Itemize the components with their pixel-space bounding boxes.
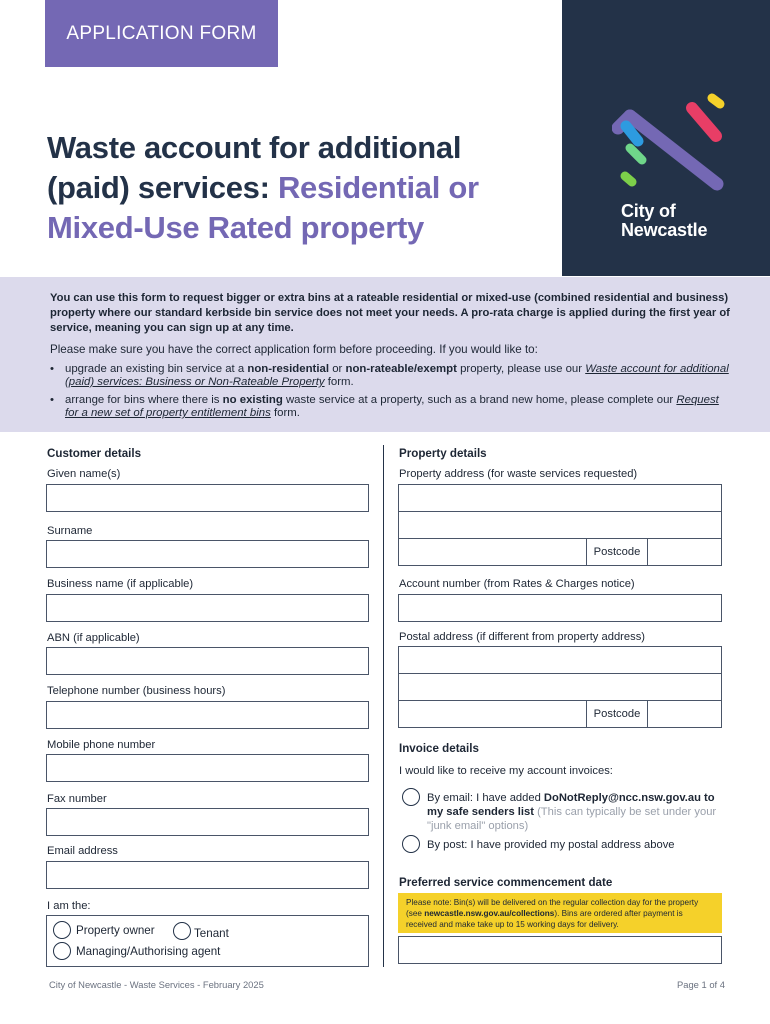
tenant-option[interactable] [173,921,229,940]
invoice-email-option[interactable] [402,791,732,833]
invoice-email-text: By email: I have added DoNotReply@ncc.nsw.gov.au to my safe senders list (This can typically be set under your "junk email" options) [427,792,717,832]
postcode-label: Postcode [586,538,648,566]
property-address-line-2[interactable] [398,511,722,539]
delivery-note: Please note: Bin(s) will be delivered on the regular collection day for the property (see newcastle.nsw.gov.au/collections). Bins are ordered after payment is received and make take up to 15 working days for delivery. [398,893,722,933]
agent-option[interactable] [53,942,220,960]
footer-left: City of Newcastle - Waste Services - February 2025 [49,979,264,990]
postal-postcode-label: Postcode [586,700,648,728]
abn-input[interactable] [46,647,369,675]
intro-note: Please make sure you have the correct application form before proceeding. If you would like to: [50,343,538,356]
invoice-email-radio[interactable] [402,788,420,806]
tenant-radio[interactable] [173,922,191,940]
postcode-input[interactable] [647,538,722,566]
invoice-details-heading: Invoice details [399,742,479,755]
telephone-label: Telephone number (business hours) [47,685,226,697]
invoice-prompt: I would like to receive my account invoices: [399,765,613,777]
page-title [47,128,547,248]
page-number: Page 1 of 4 [677,979,725,990]
city-of-newcastle-logo-icon [612,86,732,196]
intro-panel [0,277,770,432]
logo-panel [562,0,770,276]
surname-label: Surname [47,525,93,537]
agent-radio[interactable] [53,942,71,960]
email-label: Email address [47,845,118,857]
property-details-heading: Property details [399,447,487,460]
invoice-post-text: By post: I have provided my postal address above [427,839,675,851]
abn-label: ABN (if applicable) [47,632,140,644]
email-input[interactable] [46,861,369,889]
postal-address-label: Postal address (if different from property address) [399,631,646,643]
logo-line-2: Newcastle [621,220,708,240]
customer-details-heading: Customer details [47,447,142,460]
account-number-label: Account number (from Rates & Charges notice) [399,578,635,590]
commencement-heading: Preferred service commencement date [399,876,613,889]
given-name-input[interactable] [46,484,369,512]
given-name-label: Given name(s) [47,468,121,480]
tenant-label: Tenant [194,927,229,940]
mobile-label: Mobile phone number [47,739,156,751]
mobile-input[interactable] [46,754,369,782]
logo-line-1: City of [621,201,676,221]
business-name-input[interactable] [46,594,369,622]
agent-label: Managing/Authorising agent [76,944,221,958]
fax-input[interactable] [46,808,369,836]
intro-bullet-2: • arrange for bins where there is no existing waste service at a property, such as a brand new home, please complete our Request for a new set of property entitlement bins form. [50,394,730,420]
property-address-line-3[interactable] [398,538,587,566]
column-divider [383,445,384,967]
property-address-label: Property address (for waste services requested) [399,468,638,480]
business-form-link[interactable]: Waste account for additional (paid) services: Business or Non-Rateable Property [65,363,729,388]
intro-bullet-1: • upgrade an existing bin service at a non-residential or non-rateable/exempt property, please use our Waste account for additional (paid) services: Business or Non-Rateable Property form. [50,363,730,389]
account-number-input[interactable] [398,594,722,622]
business-name-label: Business name (if applicable) [47,578,194,590]
invoice-post-radio[interactable] [402,835,420,853]
intro-list [50,363,730,420]
property-address-line-1[interactable] [398,484,722,512]
logo-wordmark [621,202,707,240]
new-bins-form-link[interactable]: Request for a new set of property entitlement bins [65,394,719,419]
postal-address-line-1[interactable] [398,646,722,674]
property-owner-label: Property owner [76,923,155,937]
postal-postcode-input[interactable] [647,700,722,728]
surname-input[interactable] [46,540,369,568]
title-main: Waste account for additional (paid) services: [47,130,462,205]
i-am-label: I am the: [47,900,91,912]
property-owner-radio[interactable] [53,921,71,939]
telephone-input[interactable] [46,701,369,729]
invoice-post-option[interactable] [402,838,732,853]
application-form-tag: APPLICATION FORM [45,0,278,67]
postal-address-line-3[interactable] [398,700,587,728]
intro-lead: You can use this form to request bigger or extra bins at a rateable residential or mixed-use (combined residential and business) property where our standard kerbside bin service does not meet your needs. A pro-rata charge is applied during the first year of service, meaning you can sign up at any time. [50,292,730,334]
commencement-date-input[interactable] [398,936,722,964]
fax-label: Fax number [47,793,107,805]
postal-address-line-2[interactable] [398,673,722,701]
title-accent: Residential or Mixed-Use Rated property [47,170,479,245]
property-owner-option[interactable] [53,921,155,939]
